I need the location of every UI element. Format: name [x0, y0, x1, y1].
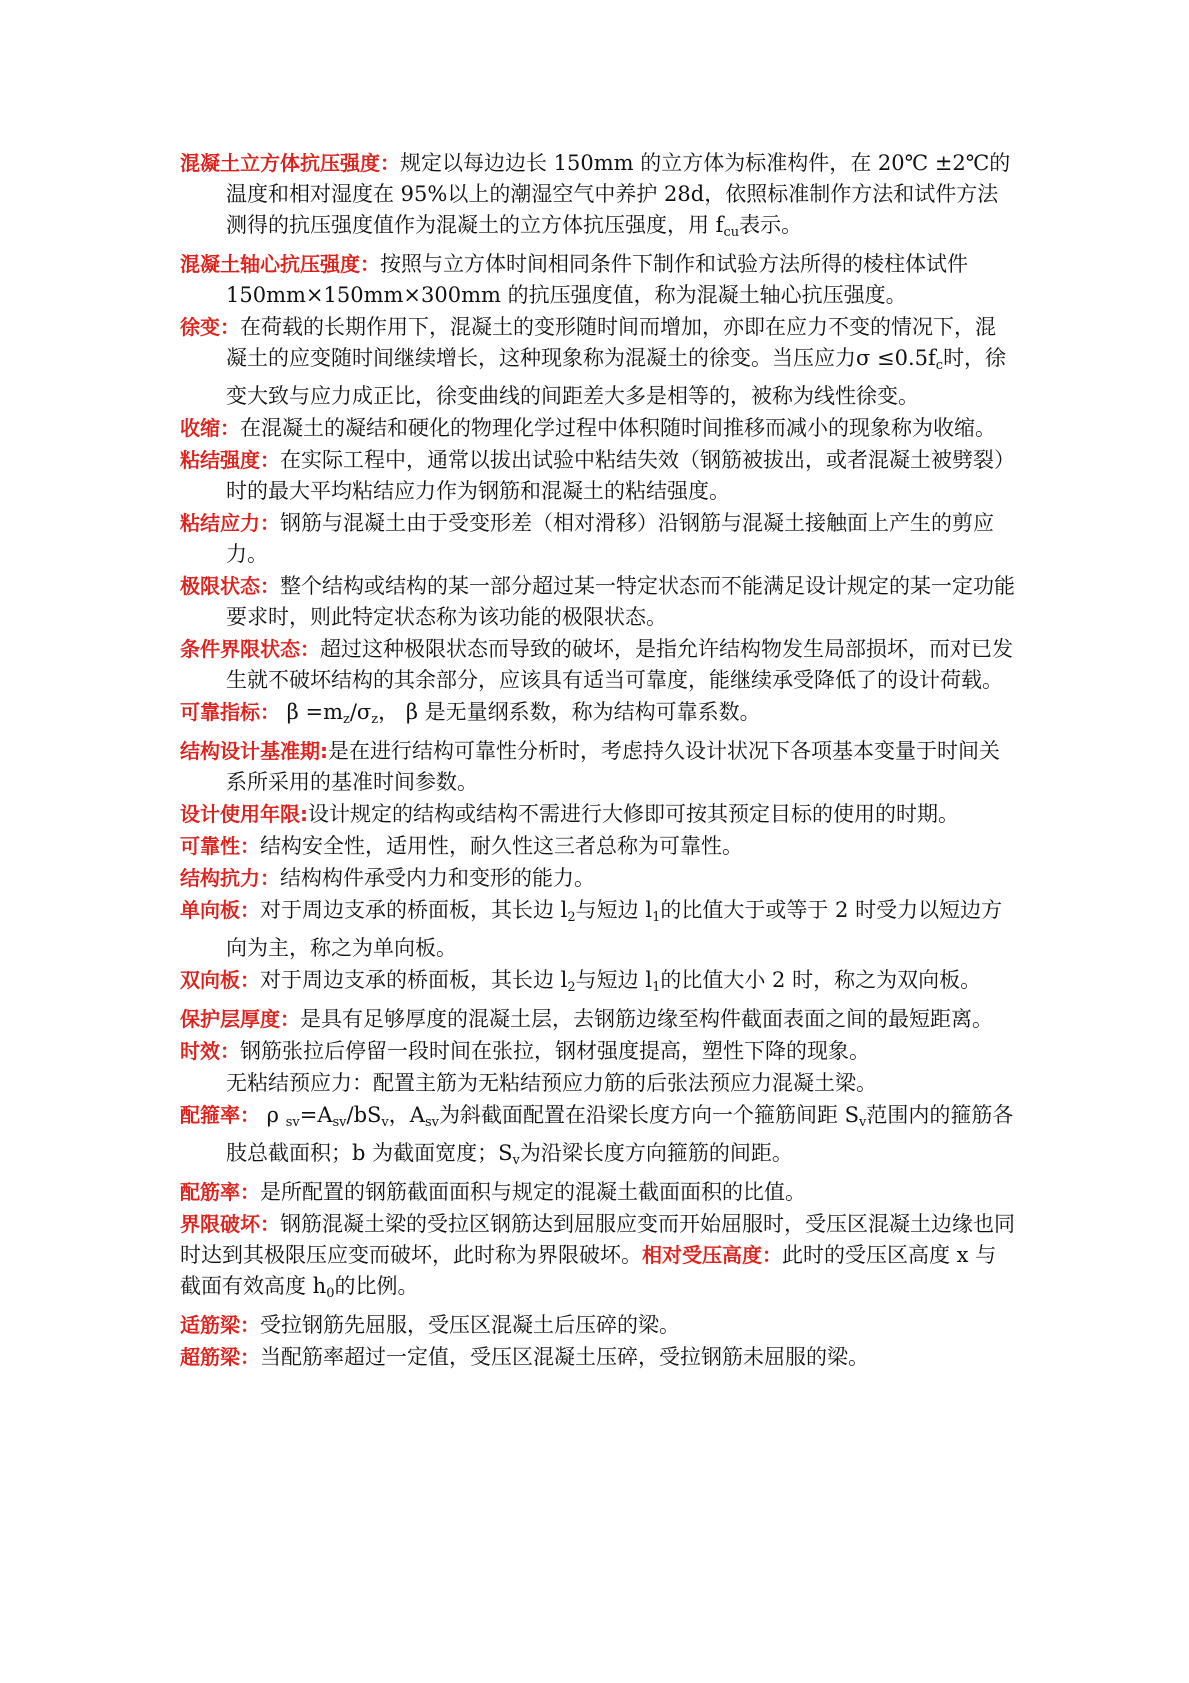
definition-text: 按照与立方体时间相同条件下制作和试验方法所得的棱柱体试件 150mm×150mm×300mm 的抗压强度值，称为混凝土轴心抗压强度。: [226, 252, 968, 307]
definition-two-way-slab: [180, 965, 1015, 1003]
term-label: 双向板：: [180, 968, 260, 992]
term-label: 单向板：: [180, 898, 260, 922]
term-label: 结构抗力：: [180, 866, 280, 890]
term-label: 配箍率：: [180, 1103, 260, 1127]
definition-aging: [180, 1036, 1015, 1067]
definition-text: β =m: [280, 700, 343, 724]
definition-cube-strength: [180, 148, 1015, 248]
definition-mid: 与短边 l: [575, 898, 653, 922]
term-label: 可靠性：: [180, 834, 260, 858]
term-label: 时效：: [180, 1039, 240, 1063]
subscript: z: [343, 712, 350, 727]
definition-bond-strength: [180, 445, 1015, 507]
term-label: 可靠指标：: [180, 700, 280, 724]
definition-balanced-failure: [180, 1209, 1015, 1309]
definition-text: 为斜截面配置在沿梁长度方向一个箍筋间距 S: [438, 1103, 860, 1127]
definition-text: 范围内的箍筋各肢总截面积；b 为截面宽度；S: [226, 1103, 1014, 1165]
definition-text: 钢筋混凝土梁的受拉区钢筋达到屈服应变而开始屈服时，受压区混凝土边缘也同时达到其极限压应变而破坏，此时称为界限破坏。: [180, 1212, 1015, 1267]
definition-design-reference-period: [180, 736, 1015, 798]
definition-text: 超过这种极限状态而导致的破坏，是指允许结构物发生局部损坏，而对已发生就不破坏结构的其余部分，应该具有适当可靠度，能继续承受降低了的设计荷载。: [226, 637, 1013, 692]
term-label: 粘结强度：: [180, 448, 280, 472]
definition-mid: 与短边 l: [575, 968, 653, 992]
subscript: sv: [332, 1115, 347, 1130]
definition-axial-strength: [180, 249, 1015, 311]
subscript: v: [381, 1115, 389, 1130]
subscript: cu: [723, 225, 740, 240]
term-label: 保护层厚度：: [180, 1007, 300, 1031]
definition-reliability: [180, 831, 1015, 862]
definition-text: 对于周边支承的桥面板，其长边 l: [260, 968, 568, 992]
term-label: 粘结应力：: [180, 511, 280, 535]
term-label: 混凝土立方体抗压强度：: [180, 151, 400, 175]
definition-tail: 的比值大小 2 时，称之为双向板。: [660, 968, 982, 992]
subscript: 1: [652, 980, 661, 995]
definition-text: 受拉钢筋先屈服，受压区混凝土后压碎的梁。: [260, 1313, 680, 1337]
subscript: v: [859, 1115, 867, 1130]
definition-stirrup-ratio: [180, 1100, 1015, 1176]
subscript: z: [371, 712, 379, 727]
formula-part: ρ: [260, 1103, 286, 1127]
term-label: 结构设计基准期:: [180, 739, 328, 763]
definition-tail: 为沿梁长度方向箍筋的间距。: [519, 1141, 793, 1165]
definition-reinforcement-ratio: [180, 1177, 1015, 1208]
term-label: 超筋梁：: [180, 1345, 260, 1369]
definition-design-service-life: [180, 799, 1015, 830]
definition-text: 是在进行结构可靠性分析时，考虑持久设计状况下各项基本变量于时间关系所采用的基准时间参数。: [226, 739, 1000, 794]
term-label: 界限破坏：: [180, 1212, 280, 1236]
definition-tail: 的比值大于或等于 2 时受力以短边方向为主，称之为单向板。: [226, 898, 1003, 960]
definition-unbonded-prestress: [180, 1068, 1015, 1099]
definition-shrinkage: [180, 413, 1015, 444]
term-label: 徐变：: [180, 315, 240, 339]
definition-tail: ， β 是无量纲系数，称为结构可靠系数。: [378, 700, 761, 724]
definition-structural-resistance: [180, 863, 1015, 894]
definition-text: 在荷载的长期作用下，混凝土的变形随时间而增加，亦即在应力不变的情况下，混凝土的应变随时间继续增长，这种现象称为混凝土的徐变。当压应力σ ≤0.5f: [226, 315, 996, 370]
definition-one-way-slab: [180, 895, 1015, 964]
subscript: 0: [326, 1286, 335, 1301]
subscript: c: [935, 358, 944, 373]
term-label: 配筋率：: [180, 1180, 260, 1204]
definition-text: 钢筋与混凝土由于受变形差（相对滑移）沿钢筋与混凝土接触面上产生的剪应力。: [226, 511, 994, 566]
definition-text: 规定以每边边长 150mm 的立方体为标准构件，在 20℃ ±2℃的温度和相对湿度在 95%以上的潮湿空气中养护 28d，依照标准制作方法和试件方法测得的抗压强度值作为混凝土的立方体抗压强度，用 f: [226, 151, 1011, 237]
definitions-list: [180, 148, 1015, 1374]
definition-bond-stress: [180, 508, 1015, 570]
definition-creep: [180, 312, 1015, 412]
subscript: v: [512, 1153, 520, 1168]
formula-part: ，A: [388, 1103, 425, 1127]
definition-limit-state: [180, 571, 1015, 633]
formula-part: =A: [299, 1103, 333, 1127]
definition-tail: 的比例。: [334, 1274, 419, 1298]
subscript: 2: [567, 910, 576, 925]
definition-text: 结构安全性，适用性，耐久性这三者总称为可靠性。: [260, 834, 743, 858]
definition-over-reinforced-beam: [180, 1342, 1015, 1373]
definition-conditional-limit-state: [180, 634, 1015, 696]
definition-text: 结构构件承受内力和变形的能力。: [280, 866, 595, 890]
definition-tail: 时，徐变大致与应力成正比，徐变曲线的间距差大多是相等的，被称为线性徐变。: [226, 346, 1007, 408]
term-label: 设计使用年限:: [180, 802, 308, 826]
subscript: sv: [424, 1115, 439, 1130]
definition-under-reinforced-beam: [180, 1310, 1015, 1341]
definition-tail: 表示。: [739, 213, 803, 237]
definition-mid: /σ: [349, 700, 372, 724]
definition-text: 无粘结预应力：配置主筋为无粘结预应力筋的后张法预应力混凝土梁。: [226, 1071, 877, 1095]
definition-text: 当配筋率超过一定值，受压区混凝土压碎，受拉钢筋未屈服的梁。: [260, 1345, 869, 1369]
definition-reliability-index: [180, 697, 1015, 735]
definition-text: 是所配置的钢筋截面面积与规定的混凝土截面面积的比值。: [260, 1180, 806, 1204]
definition-text: 是具有足够厚度的混凝土层，去钢筋边缘至构件截面表面之间的最短距离。: [300, 1007, 993, 1031]
definition-text: 设计规定的结构或结构不需进行大修即可按其预定目标的使用的时期。: [308, 802, 959, 826]
definition-text: 在实际工程中，通常以拔出试验中粘结失效（钢筋被拔出，或者混凝土被劈裂）时的最大平均粘结应力作为钢筋和混凝土的粘结强度。: [226, 448, 1015, 503]
definition-text: 对于周边支承的桥面板，其长边 l: [260, 898, 568, 922]
term-label: 条件界限状态：: [180, 637, 320, 661]
subscript: sv: [285, 1115, 300, 1130]
term-label: 收缩：: [180, 416, 240, 440]
subscript: 2: [567, 980, 576, 995]
definition-cover-thickness: [180, 1004, 1015, 1035]
term-label: 混凝土轴心抗压强度：: [180, 252, 380, 276]
subscript: 1: [652, 910, 661, 925]
term-label: 适筋梁：: [180, 1313, 260, 1337]
definition-text: 此时的受压区高度 x 与截面有效高度 h: [180, 1243, 997, 1298]
term-label-relative-height: 相对受压高度：: [642, 1243, 782, 1267]
definition-text: 整个结构或结构的某一部分超过某一特定状态而不能满足设计规定的某一定功能要求时，则此特定状态称为该功能的极限状态。: [226, 574, 1015, 629]
definition-text: 在混凝土的凝结和硬化的物理化学过程中体积随时间推移而减小的现象称为收缩。: [240, 416, 996, 440]
definition-text: 钢筋张拉后停留一段时间在张拉，钢材强度提高，塑性下降的现象。: [240, 1039, 870, 1063]
term-label: 极限状态：: [180, 574, 280, 598]
formula-part: /bS: [346, 1103, 382, 1127]
